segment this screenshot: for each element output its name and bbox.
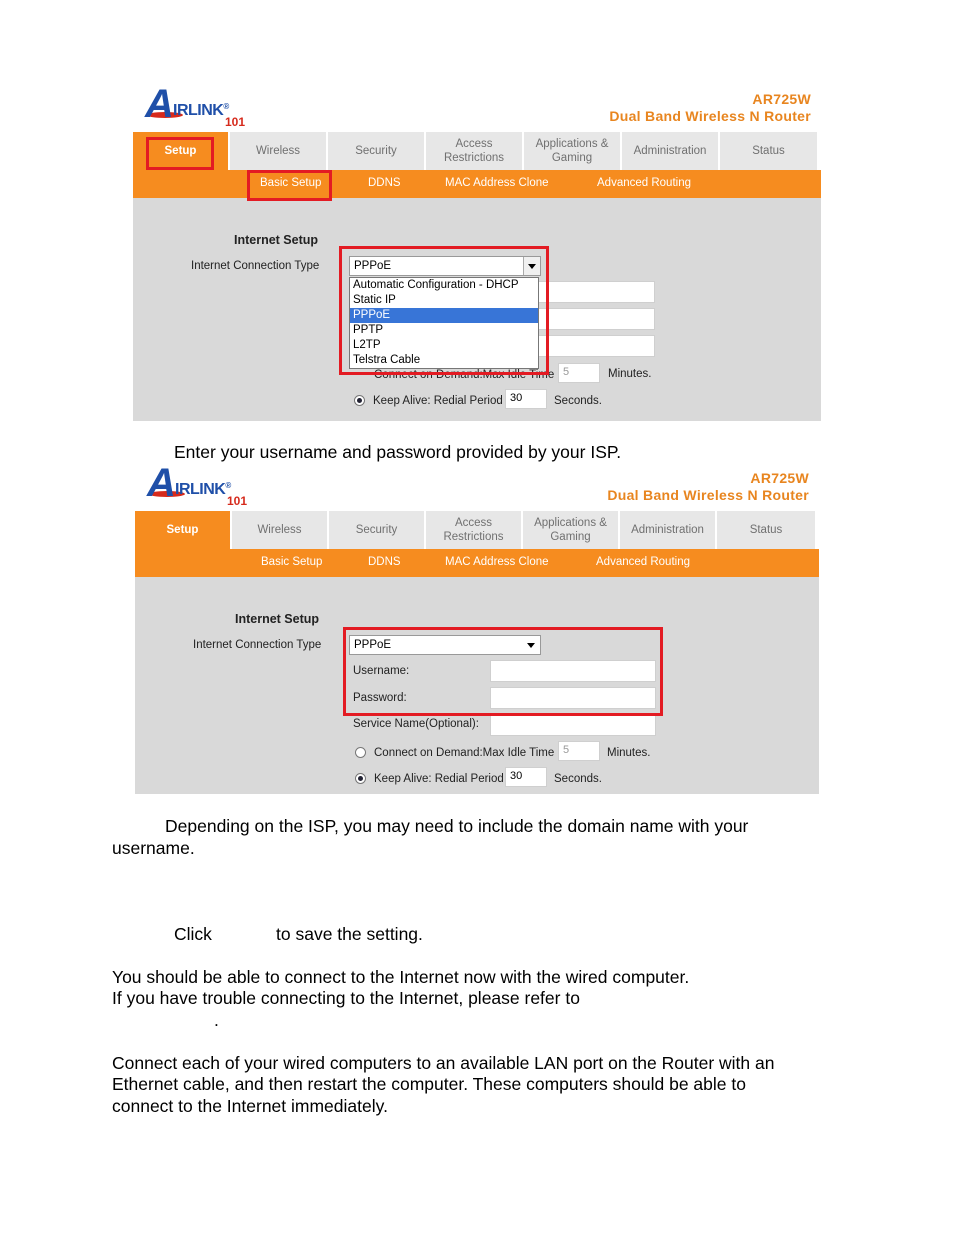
option-l2tp[interactable]: L2TP	[353, 339, 381, 351]
section-title: Internet Setup	[235, 612, 320, 626]
sub-tabs	[133, 170, 821, 198]
tab-administration[interactable]: Administration	[622, 132, 720, 170]
connect-on-demand-label: Connect on Demand:Max Idle Time	[374, 747, 555, 759]
lan-line-2: Ethernet cable, and then restart the computer. These computers should be able to	[112, 1074, 746, 1094]
seconds-label: Seconds.	[554, 773, 602, 785]
tab-applications-gaming[interactable]: Applications & Gaming	[523, 511, 620, 549]
minutes-label: Minutes.	[608, 368, 652, 380]
highlight-credentials	[343, 627, 663, 716]
tab-applications-gaming[interactable]: Applications & Gaming	[524, 132, 622, 170]
connect-on-demand-radio[interactable]	[355, 747, 366, 758]
airlink-logo: A IRLINK® 101	[145, 82, 246, 129]
username-label: Username:	[353, 665, 410, 677]
connection-type-select[interactable]: PPPoE	[349, 256, 541, 276]
section-title: Internet Setup	[234, 233, 319, 247]
option-static-ip[interactable]: Static IP	[353, 294, 396, 306]
keep-alive-radio[interactable]	[355, 773, 366, 784]
subtab-mac-address-clone[interactable]: MAC Address Clone	[445, 556, 549, 568]
main-tabs	[133, 132, 821, 170]
connect-line-2: If you have trouble connecting to the Internet, please refer to	[112, 988, 580, 1008]
minutes-label: Minutes.	[607, 747, 651, 759]
tab-status[interactable]: Status	[720, 132, 819, 170]
subtab-ddns[interactable]: DDNS	[368, 556, 401, 568]
tab-setup[interactable]: Setup	[135, 511, 232, 549]
highlight-basic-setup	[247, 170, 332, 201]
lan-line-1: Connect each of your wired computers to an available LAN port on the Router with an	[112, 1053, 775, 1073]
subtab-basic-setup[interactable]: Basic Setup	[261, 556, 323, 568]
connect-on-demand-label: Connect on Demand:Max Idle Time	[374, 369, 555, 381]
lan-line-3: connect to the Internet immediately.	[112, 1096, 388, 1116]
keep-alive-radio[interactable]	[354, 395, 365, 406]
tab-access-restrictions[interactable]: Access Restrictions	[426, 132, 524, 170]
subtab-advanced-routing[interactable]: Advanced Routing	[597, 177, 691, 189]
connect-line-3: .	[214, 1010, 219, 1030]
main-tabs	[135, 511, 819, 549]
tab-setup[interactable]: Setup	[133, 132, 230, 170]
subtab-advanced-routing[interactable]: Advanced Routing	[596, 556, 690, 568]
airlink-logo: A IRLINK® 101	[147, 461, 248, 508]
connection-type-label: Internet Connection Type	[191, 260, 320, 272]
sub-tabs	[135, 549, 819, 577]
caption-enter-credentials: Enter your username and password provided by your ISP.	[174, 442, 622, 462]
tab-administration[interactable]: Administration	[620, 511, 717, 549]
tab-wireless[interactable]: Wireless	[232, 511, 329, 549]
subtab-mac-address-clone[interactable]: MAC Address Clone	[445, 177, 549, 189]
redial-period-input[interactable]: 30	[505, 767, 547, 787]
service-name-label: Service Name(Optional):	[353, 718, 479, 730]
highlight-setup-tab	[146, 137, 214, 170]
option-pptp[interactable]: PPTP	[353, 324, 384, 336]
highlight-connection-type	[339, 246, 549, 375]
keep-alive-label: Keep Alive: Redial Period	[373, 395, 503, 407]
tab-status[interactable]: Status	[717, 511, 817, 549]
tab-security[interactable]: Security	[328, 132, 426, 170]
connection-type-label: Internet Connection Type	[193, 639, 322, 651]
save-instruction: to save the setting.	[276, 924, 423, 944]
domain-note-line-2: username.	[112, 838, 195, 858]
option-pppoe[interactable]: PPPoE	[350, 308, 538, 323]
connect-line-1: You should be able to connect to the Internet now with the wired computer.	[112, 967, 690, 987]
tab-access-restrictions[interactable]: Access Restrictions	[426, 511, 523, 549]
keep-alive-label: Keep Alive: Redial Period	[374, 773, 504, 785]
tab-wireless[interactable]: Wireless	[230, 132, 328, 170]
password-label: Password:	[353, 692, 407, 704]
subtab-basic-setup[interactable]: Basic Setup	[260, 177, 322, 189]
redial-period-input[interactable]: 30	[505, 389, 547, 409]
domain-note-line-1: Depending on the ISP, you may need to include the domain name with your	[165, 816, 749, 836]
max-idle-input[interactable]: 5	[558, 741, 600, 761]
subtab-ddns[interactable]: DDNS	[368, 177, 401, 189]
option-dhcp[interactable]: Automatic Configuration - DHCP	[353, 279, 519, 291]
tab-security[interactable]: Security	[329, 511, 426, 549]
router-model: AR725W Dual Band Wireless N Router	[609, 91, 811, 124]
max-idle-input[interactable]: 5	[558, 363, 600, 383]
click-word: Click	[174, 924, 212, 944]
connection-type-select[interactable]: PPPoE	[349, 635, 541, 655]
service-name-field[interactable]	[490, 714, 656, 736]
router-model: AR725W Dual Band Wireless N Router	[607, 470, 809, 503]
seconds-label: Seconds.	[554, 395, 602, 407]
option-telstra-cable[interactable]: Telstra Cable	[353, 354, 421, 366]
